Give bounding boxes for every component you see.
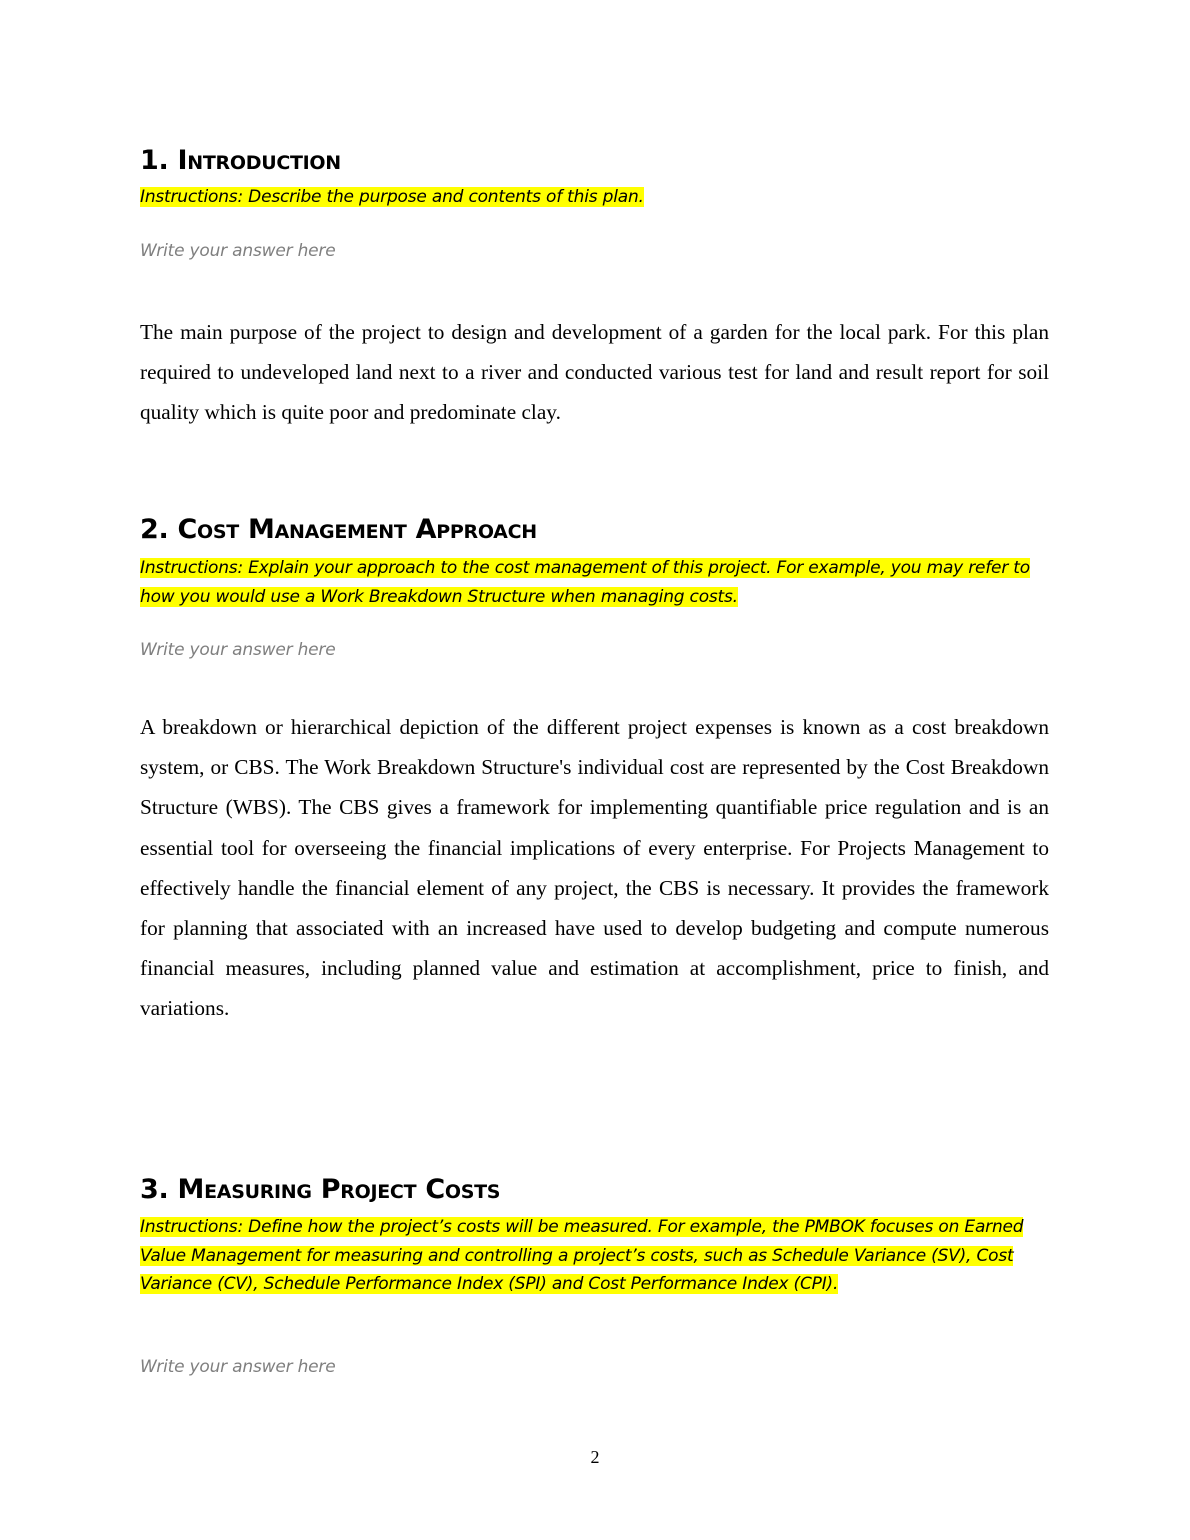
- section-1-heading: 1. Introduction: [140, 145, 341, 176]
- section-2-answer-placeholder[interactable]: Write your answer here: [140, 640, 336, 660]
- page-number: 2: [590, 1447, 600, 1467]
- section-2-body: A breakdown or hierarchical depiction of the different project expenses is known as a cost breakdown system, or CBS. The Work Breakdown Structure's individual cost are represented by the Cost Breakdown Structure (WBS). The CBS gives a framework for implementing quantifiable price regulation and is an essential tool for overseeing the financial implications of every enterprise. For Projects Management to effectively handle the financial element of any project, the CBS is necessary. It provides the framework for planning that associated with an increased have used to develop budgeting and compute numerous financial measures, including planned value and estimation at accomplishment, price to finish, and variations.: [140, 715, 1049, 1021]
- section-2-instruction-text: Instructions: Explain your approach to the cost management of this project. For example, you may refer to how you would use a Work Breakdown Structure when managing costs.: [140, 558, 1030, 607]
- section-1-answer-placeholder[interactable]: Write your answer here: [140, 241, 336, 261]
- section-1-instruction: [140, 183, 1049, 212]
- section-3-instruction-text: Instructions: Define how the project’s costs will be measured. For example, the PMBOK focuses on Earned Value Management for measuring and controlling a project’s costs, such as Schedule Variance (SV), Cost Variance (CV), Schedule Performance Index (SPI) and Cost Performance Index (CPI).: [140, 1217, 1024, 1294]
- section-1-instruction-text: Instructions: Describe the purpose and contents of this plan.: [140, 187, 644, 207]
- section-1-body: The main purpose of the project to design and development of a garden for the local park. For this plan required to undeveloped land next to a river and conducted various test for land and result report for soil quality which is quite poor and predominate clay.: [140, 320, 1049, 425]
- section-3-heading: 3. Measuring Project Costs: [140, 1174, 501, 1205]
- section-2-instruction: [140, 554, 1049, 611]
- section-3-answer-placeholder[interactable]: Write your answer here: [140, 1357, 336, 1377]
- document-page: [140, 0, 1049, 1540]
- section-2-heading: 2. Cost Management Approach: [140, 514, 537, 545]
- section-3-instruction: [140, 1213, 1049, 1299]
